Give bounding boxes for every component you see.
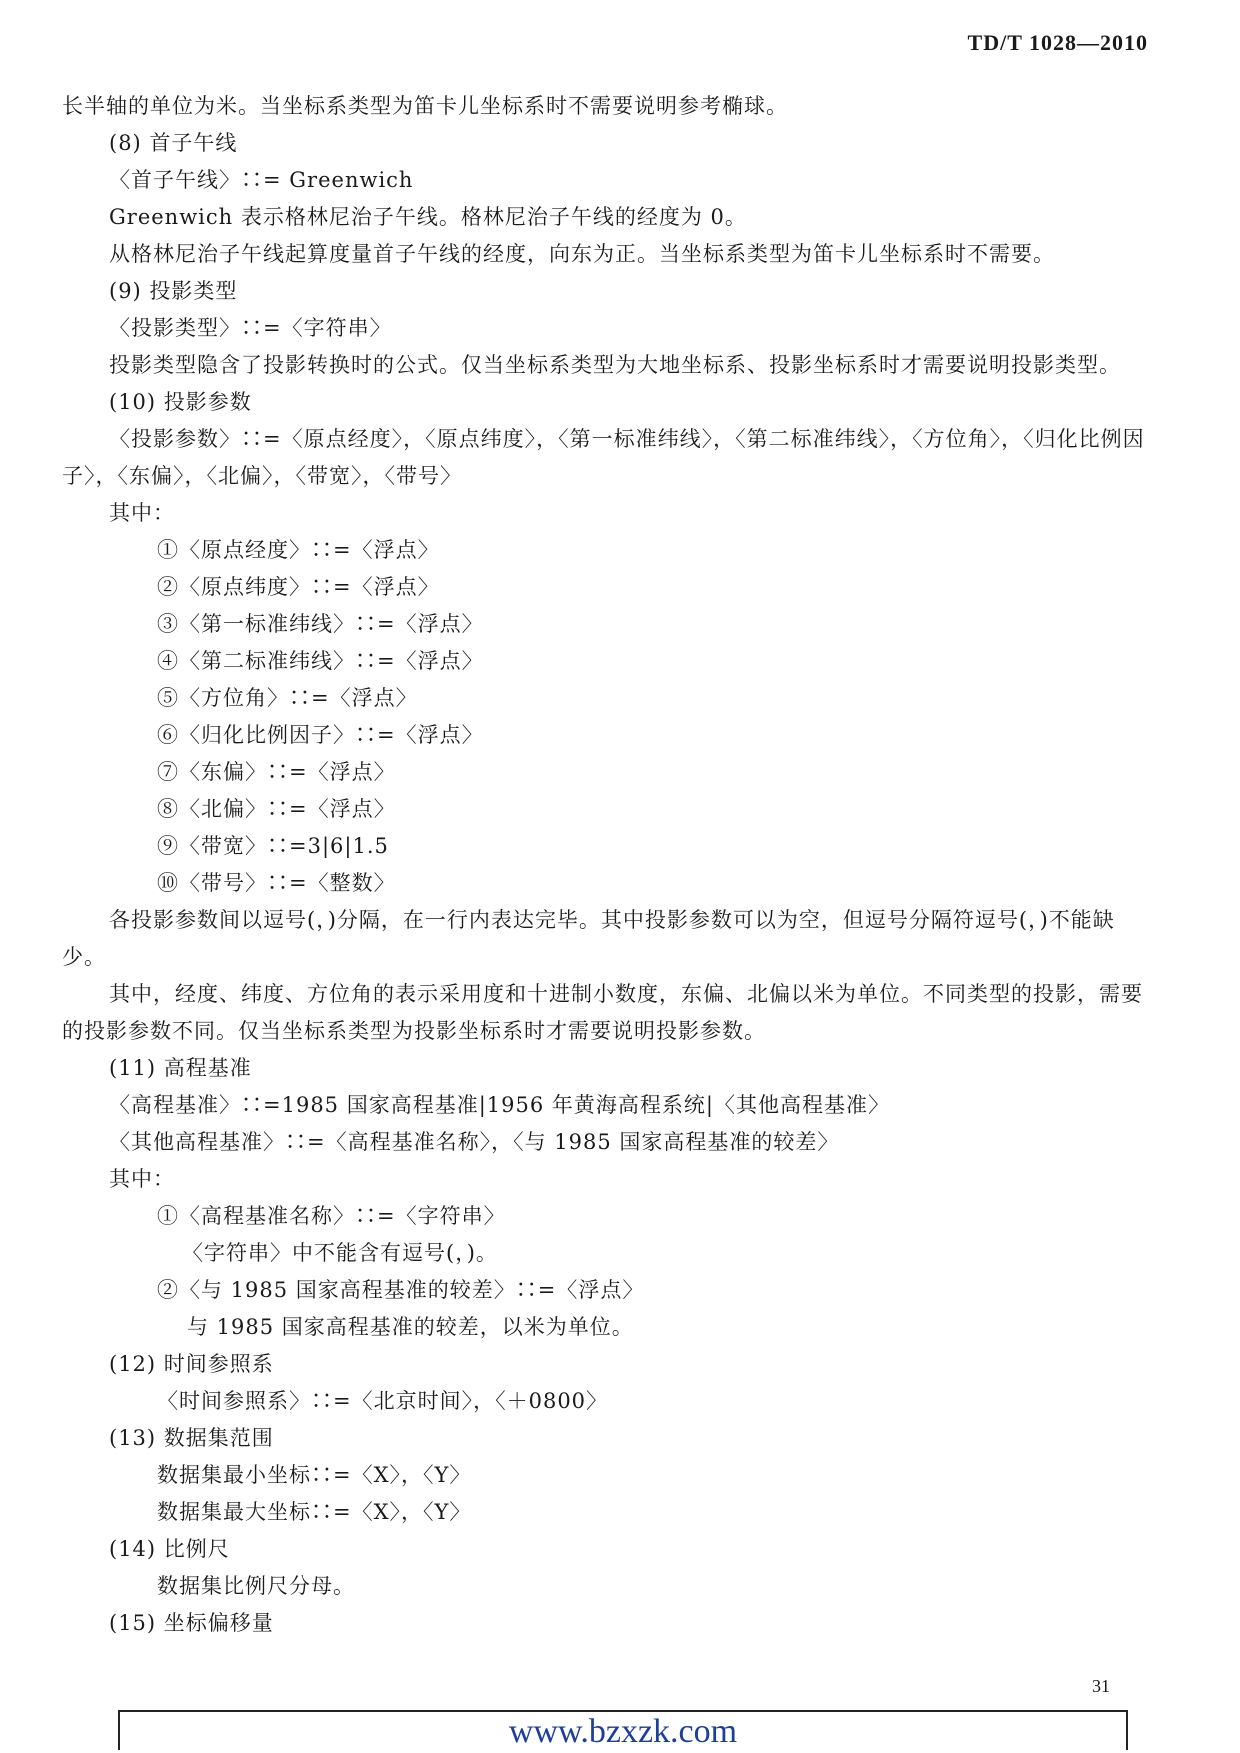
page-number: 31 [1092,1676,1110,1696]
list-item: ⑩〈带号〉∷=〈整数〉 [157,871,396,895]
section-heading: (10) 投影参数 [109,390,252,414]
list-item: ⑥〈归化比例因子〉∷=〈浮点〉 [157,723,484,747]
list-item: ①〈原点经度〉∷=〈浮点〉 [157,538,440,562]
paragraph: 长半轴的单位为米。当坐标系类型为笛卡儿坐标系时不需要说明参考椭球。 [62,94,788,118]
list-item: ⑨〈带宽〉∷=3|6|1.5 [157,834,389,858]
paragraph: Greenwich 表示格林尼治子午线。格林尼治子午线的经度为 0。 [109,205,747,229]
definition-line: 〈时间参照系〉∷=〈北京时间〉，〈＋0800〉 [157,1389,609,1413]
list-item: ②〈与 1985 国家高程基准的较差〉∷=〈浮点〉 [157,1278,645,1302]
list-item: ③〈第一标准纬线〉∷=〈浮点〉 [157,612,484,636]
paragraph: 各投影参数间以逗号(，)分隔，在一行内表达完毕。其中投影参数可以为空，但逗号分隔符逗号(，)不能缺少。 [62,908,1115,969]
paragraph: 数据集比例尺分母。 [157,1574,355,1598]
section-heading: (14) 比例尺 [109,1537,230,1561]
label-text: 其中： [109,501,175,525]
section-heading: (8) 首子午线 [109,131,238,155]
definition-line: 〈其他高程基准〉∷=〈高程基准名称〉，〈与 1985 国家高程基准的较差〉 [109,1130,840,1154]
list-item: ⑤〈方位角〉∷=〈浮点〉 [157,686,418,710]
footer-url-link[interactable]: www.bzxzk.com [508,1713,738,1750]
document-body [62,88,1148,1642]
definition-line: 〈投影参数〉∷=〈原点经度〉，〈原点纬度〉，〈第一标准纬线〉，〈第二标准纬线〉，〈方位角〉，〈归化比例因子〉，〈东偏〉，〈北偏〉，〈带宽〉，〈带号〉 [62,427,1145,488]
definition-line: 〈高程基准〉∷=1985 国家高程基准|1956 年黄海高程系统|〈其他高程基准〉 [109,1093,890,1117]
footer-frame [118,1710,1128,1750]
section-heading: (9) 投影类型 [109,279,238,303]
definition-line: 〈首子午线〉∷= Greenwich [109,168,414,192]
paragraph: 从格林尼治子午线起算度量首子午线的经度，向东为正。当坐标系类型为笛卡儿坐标系时不需要。 [109,242,1055,266]
section-heading: (11) 高程基准 [109,1056,252,1080]
definition-line: 数据集最小坐标∷=〈X〉，〈Y〉 [157,1463,472,1487]
definition-line: 数据集最大坐标∷=〈X〉，〈Y〉 [157,1500,472,1524]
note-text: 〈字符串〉中不能含有逗号(，)。 [182,1241,498,1265]
label-text: 其中： [109,1167,175,1191]
section-heading: (15) 坐标偏移量 [109,1611,274,1635]
paragraph: 投影类型隐含了投影转换时的公式。仅当坐标系类型为大地坐标系、投影坐标系时才需要说明投影类型。 [109,353,1121,377]
list-item: ⑧〈北偏〉∷=〈浮点〉 [157,797,396,821]
list-item: ⑦〈东偏〉∷=〈浮点〉 [157,760,396,784]
section-heading: (12) 时间参照系 [109,1352,274,1376]
section-heading: (13) 数据集范围 [109,1426,274,1450]
note-text: 与 1985 国家高程基准的较差，以米为单位。 [187,1315,634,1339]
document-code: TD/T 1028—2010 [967,30,1148,55]
paragraph: 其中，经度、纬度、方位角的表示采用度和十进制小数度，东偏、北偏以米为单位。不同类型的投影，需要的投影参数不同。仅当坐标系类型为投影坐标系时才需要说明投影参数。 [62,982,1143,1043]
list-item: ①〈高程基准名称〉∷=〈字符串〉 [157,1204,506,1228]
list-item: ④〈第二标准纬线〉∷=〈浮点〉 [157,649,484,673]
list-item: ②〈原点纬度〉∷=〈浮点〉 [157,575,440,599]
definition-line: 〈投影类型〉∷=〈字符串〉 [109,316,392,340]
